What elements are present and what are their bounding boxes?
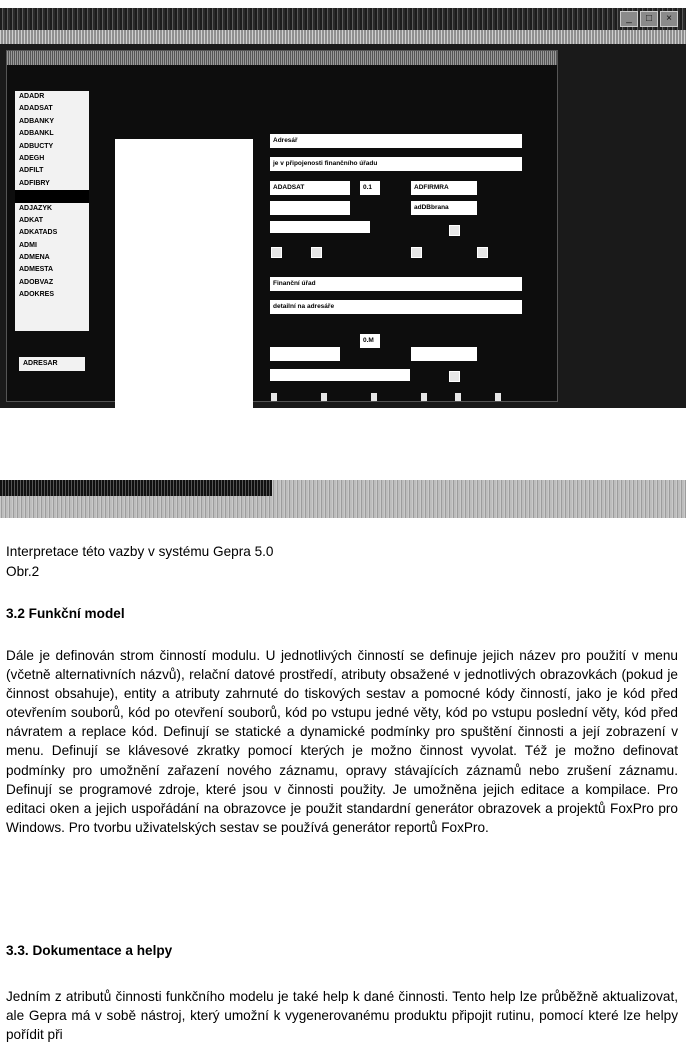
figure-number: Obr.2 bbox=[6, 564, 40, 579]
tree-item[interactable]: ADEGH bbox=[19, 154, 45, 162]
field-description[interactable]: je v připojenosti finančního úřadu bbox=[270, 157, 522, 171]
field-detail[interactable]: detailní na adresáře bbox=[270, 300, 522, 314]
field-blank1[interactable] bbox=[270, 221, 370, 233]
checkbox-4[interactable] bbox=[411, 247, 422, 258]
toolbar-button-5[interactable] bbox=[455, 393, 461, 401]
tree-item[interactable]: ADADSAT bbox=[19, 105, 53, 113]
field-blank3[interactable] bbox=[411, 347, 477, 361]
toolbar-button-6[interactable] bbox=[495, 393, 501, 401]
title-bar bbox=[0, 8, 686, 30]
toolbar-button-2[interactable] bbox=[321, 393, 327, 401]
checkbox-3[interactable] bbox=[311, 247, 322, 258]
tree-item[interactable]: ADKAT bbox=[19, 216, 43, 224]
figure-stripe-titlebar bbox=[0, 480, 272, 496]
figure-caption: Interpretace této vazby v systému Gepra 5.0 bbox=[6, 544, 274, 559]
minimize-icon[interactable]: _ bbox=[620, 11, 638, 27]
tree-item[interactable]: ADMENA bbox=[19, 254, 50, 262]
field-office[interactable]: Finanční úřad bbox=[270, 277, 522, 291]
tree-item[interactable]: ADADR bbox=[19, 93, 45, 100]
field-code5[interactable] bbox=[270, 201, 350, 215]
section-paragraph-2: Jedním z atributů činnosti funkčního modelu je také help k dané činnosti. Tento help lze průběžně aktualizovat, ale Gepra má v sobě nástroj, který umožní k vygenerovanému produktu připojit rutinu, pomocí které lze helpy pořídit při bbox=[6, 989, 678, 1043]
list-box[interactable] bbox=[115, 139, 253, 437]
tree-item[interactable]: ADBANKY bbox=[19, 117, 54, 125]
toolbar-button-4[interactable] bbox=[421, 393, 427, 401]
maximize-icon[interactable]: □ bbox=[640, 11, 658, 27]
checkbox-1[interactable] bbox=[449, 225, 460, 236]
toolbar-button-3[interactable] bbox=[371, 393, 377, 401]
tree-item[interactable]: ADFIBRY bbox=[19, 179, 50, 187]
checkbox-6[interactable] bbox=[449, 371, 460, 382]
checkbox-2[interactable] bbox=[271, 247, 282, 258]
window-buttons bbox=[620, 11, 678, 27]
field-title[interactable]: Adresář bbox=[270, 134, 522, 148]
toolbar-button-1[interactable] bbox=[271, 393, 277, 401]
tree-item[interactable]: ADMI bbox=[19, 241, 37, 249]
field-code4[interactable]: adDBbrana bbox=[411, 201, 477, 215]
field-code3[interactable]: ADFIRMRA bbox=[411, 181, 477, 195]
entity-tree[interactable] bbox=[15, 91, 89, 331]
app-screenshot bbox=[0, 8, 686, 408]
field-code2[interactable]: 0.1 bbox=[360, 181, 380, 195]
field-code6[interactable]: 0.M bbox=[360, 334, 380, 348]
tree-item[interactable]: ADBUCTY bbox=[19, 142, 54, 150]
tree-item[interactable]: ADFILT bbox=[19, 167, 44, 175]
section-paragraph: Dále je definován strom činností modulu. U jednotlivých činností se definuje jejich název pro použití v menu (včetně alternativních názvů), relační datové prostředí, atributy obsažené v jednotlivých obrazovkách (pokud je činnost obsahuje), entity a atributy zahrnuté do tiskových sestav a pomocné kódy činností, jako je kód před otevřením souborů, kód po otevření souborů, kód po vstupu jedné věty, kód po vstupu poslední věty, kód před návratem a replace kód. Definují se statické a dynamické podmínky pro spuštění činnosti a její zobrazení v menu. Definují se klávesové zkratky pomocí kterých je možno činnost vyvolat. Též je možno definovat podmínky pro umožnění zařazení nového záznamu, opravy stávajících záznamů nebo zrušení záznamu. Definují se programové zdroje, které jsou v činnosti použity. Je umožněna jejich editace a kompilace. Pro editaci oken a jejich uspořádání na obrazovce je použit standardní generátor obrazovek a projektů FoxPro pro Windows. Pro tvorbu uživatelských sestav se používá generátor reportů FoxPro. bbox=[6, 648, 678, 835]
tree-item[interactable]: ADKATADS bbox=[19, 229, 58, 237]
section-heading: 3.2 Funkční model bbox=[6, 606, 125, 621]
field-blank4[interactable] bbox=[270, 369, 410, 381]
form-titlebar bbox=[7, 51, 557, 65]
selected-table[interactable]: ADRESAR bbox=[19, 357, 85, 371]
close-icon[interactable]: × bbox=[660, 11, 678, 27]
tree-item[interactable]: ADJAZYK bbox=[19, 204, 53, 212]
tree-item[interactable]: ADOKRES bbox=[19, 291, 55, 299]
field-blank2[interactable] bbox=[270, 347, 340, 361]
checkbox-5[interactable] bbox=[477, 247, 488, 258]
tree-item[interactable]: ADMESTA bbox=[19, 266, 54, 274]
tree-item[interactable] bbox=[15, 190, 89, 202]
field-code1[interactable]: ADADSAT bbox=[270, 181, 350, 195]
menu-bar bbox=[0, 30, 686, 44]
tree-item[interactable]: ADBANKL bbox=[19, 130, 54, 138]
tree-item[interactable]: ADOBVAZ bbox=[19, 278, 54, 286]
form-window bbox=[6, 50, 558, 402]
section-heading-2: 3.3. Dokumentace a helpy bbox=[6, 943, 173, 958]
